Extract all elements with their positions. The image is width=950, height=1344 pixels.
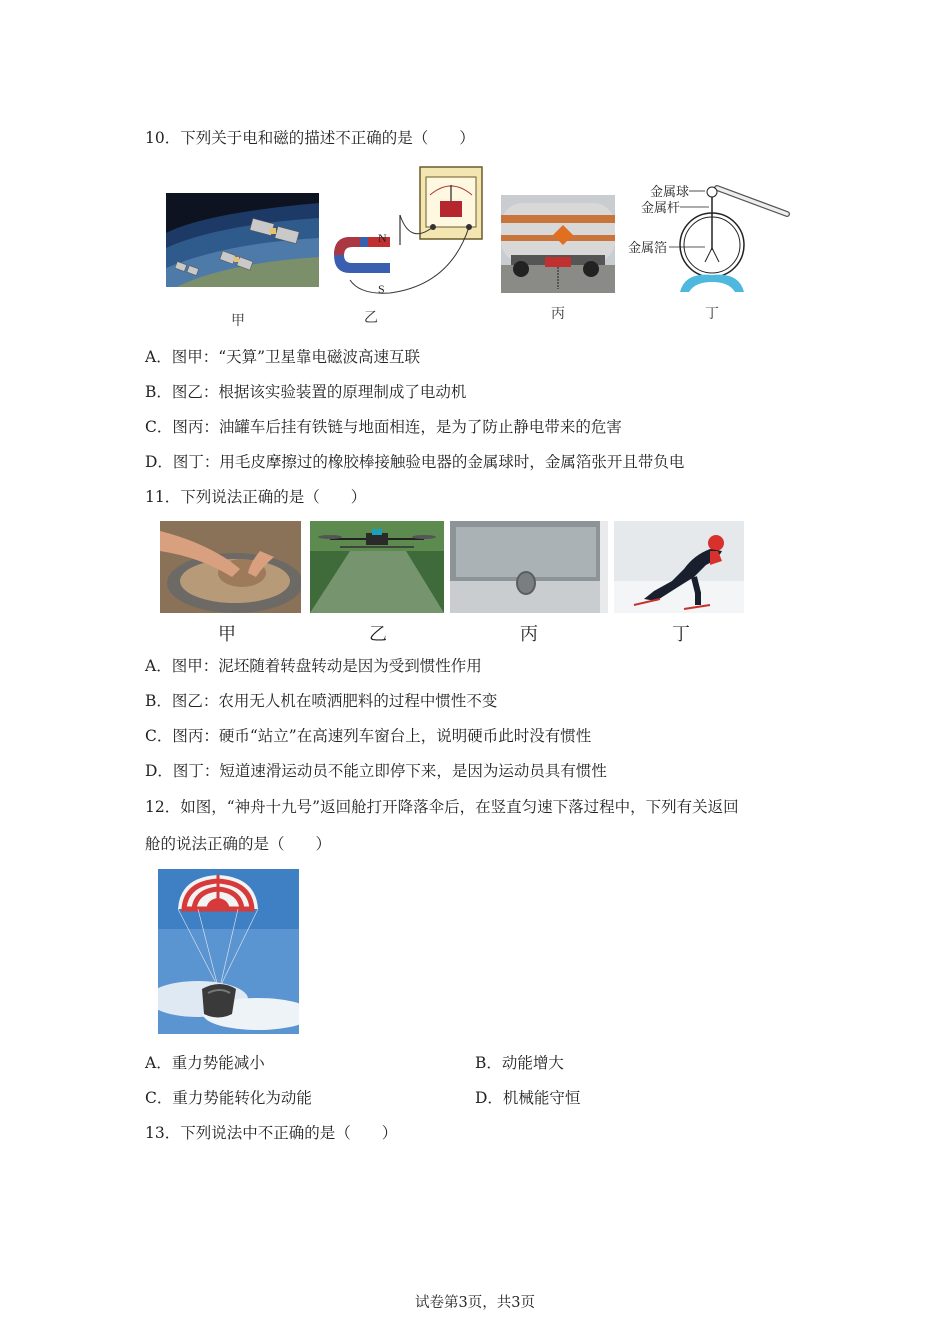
q10-caption-ding: 丁	[705, 306, 719, 322]
q11-option-a: A．图甲：泥坯随着转盘转动是因为受到惯性作用	[145, 657, 482, 675]
q10-caption-jia: 甲	[231, 313, 245, 329]
q12-option-c: C．重力势能转化为动能	[145, 1089, 312, 1107]
q11-option-d: D．图丁：短道速滑运动员不能立即停下来，是因为运动员具有惯性	[145, 762, 607, 780]
q11-caption-ding: 丁	[672, 624, 690, 645]
q10-electroscope-rod-label: 金属杆	[641, 200, 681, 215]
q11-figure-speed-skater	[614, 521, 744, 613]
q11-caption-yi: 乙	[369, 624, 387, 645]
q11-caption-jia: 甲	[218, 624, 236, 645]
q11-option-b: B．图乙：农用无人机在喷洒肥料的过程中惯性不变	[145, 692, 498, 710]
q10-figure-oil-tanker	[501, 195, 615, 293]
q10-electroscope-ball-label: 金属球	[650, 184, 690, 199]
q10-caption-yi: 乙	[364, 310, 378, 326]
q12-option-d: D．机械能守恒	[475, 1089, 581, 1107]
q10-option-c: C．图丙：油罐车后挂有铁链与地面相连，是为了防止静电带来的危害	[145, 418, 622, 436]
q12-figure-parachute-capsule	[158, 869, 299, 1034]
q10-figure-electroscope	[625, 180, 795, 295]
q11-caption-bing: 丙	[520, 624, 538, 645]
q10-magnet-s-label: S	[378, 282, 385, 296]
q10-caption-bing: 丙	[551, 306, 565, 322]
q11-option-c: C．图丙：硬币“站立”在高速列车窗台上，说明硬币此时没有惯性	[145, 727, 592, 745]
q12-option-b: B．动能增大	[475, 1054, 564, 1072]
q12-option-a: A．重力势能减小	[145, 1054, 265, 1072]
q12-stem-line1: 12．如图，“神舟十九号”返回舱打开降落伞后，在竖直匀速下落过程中，下列有关返回	[145, 798, 739, 816]
q11-figure-coin-train	[450, 521, 608, 613]
q10-option-d: D．图丁：用毛皮摩擦过的橡胶棒接触验电器的金属球时，金属箔张开且带负电	[145, 453, 685, 471]
q10-stem: 10．下列关于电和磁的描述不正确的是（ ）	[145, 129, 475, 147]
page-footer: 试卷第3页，共3页	[415, 1295, 535, 1311]
q10-electroscope-foil-label: 金属箔	[628, 240, 668, 255]
q10-figure-satellite	[166, 193, 319, 287]
q11-stem: 11．下列说法正确的是（ ）	[145, 488, 367, 506]
q11-figure-drone	[310, 521, 444, 613]
q10-option-b: B．图乙：根据该实验装置的原理制成了电动机	[145, 383, 467, 401]
q12-stem-line2: 舱的说法正确的是（ ）	[145, 835, 332, 853]
q10-option-a: A．图甲：“天算”卫星靠电磁波高速互联	[145, 348, 421, 366]
q11-figure-pottery-wheel	[160, 521, 301, 613]
q10-figure-magnet-galvanometer	[330, 165, 485, 300]
q10-magnet-n-label: N	[378, 231, 387, 245]
q13-stem: 13．下列说法中不正确的是（ ）	[145, 1124, 398, 1142]
